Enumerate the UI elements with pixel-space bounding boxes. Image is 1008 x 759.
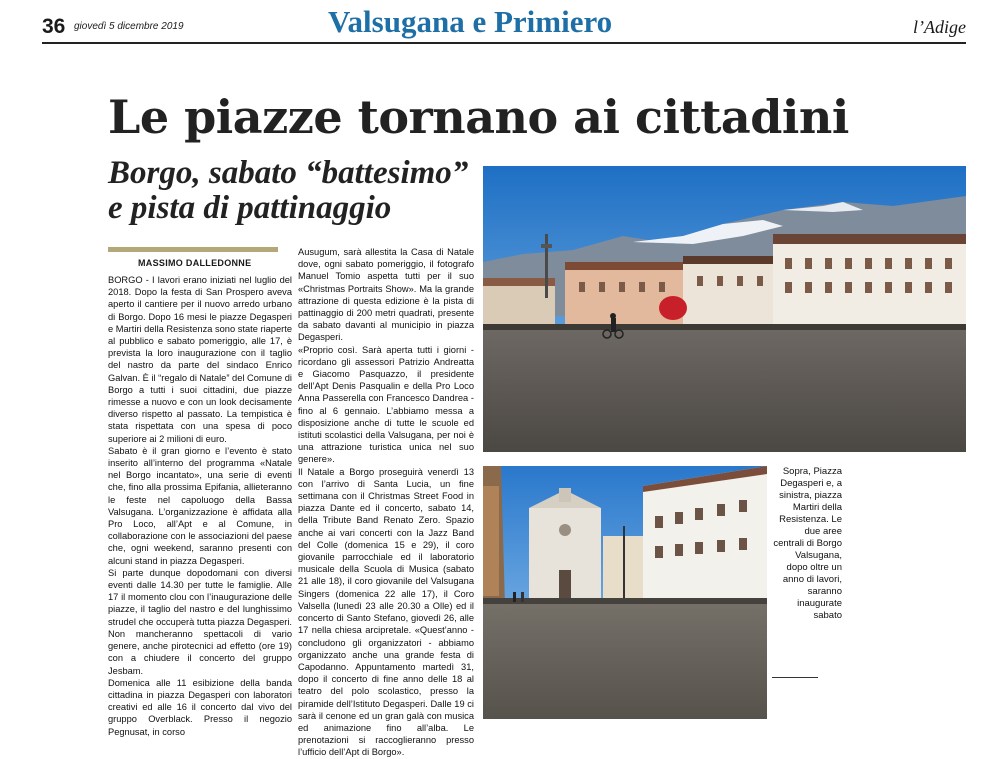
byline: MASSIMO DALLEDONNE	[138, 258, 252, 268]
paragraph: «Proprio così. Sarà aperta tutti i giorni - ricordano gli assessori Patrizio Andreatta e Giacomo Pasquazzo, il presidente dell’Apt Denis Pasqualin e della Pro Loco Anna Passerella con Francesco Dandrea - fino al 6 gennaio. L’abbiamo messa a disposizione anche di tutte le scuole ed istituti scolastici della Valsugana, per noi è una attrazione turistica unica nel suo genere».	[298, 344, 474, 465]
photo-piazza-martiri	[483, 466, 767, 719]
paragraph: BORGO - I lavori erano iniziati nel luglio del 2018. Dopo la festa di San Prospero aveva aperto il cantiere per il nuovo arredo urbano di Borgo. Dopo 16 mesi le piazze Degasperi e Martiri della Resistenza sono state riaperte al pubblico e sabato pomeriggio, alle 17, è prevista la loro inaugurazione con il taglio del nastro da parte del sindaco Enrico Galvan. È il “regalo di Natale” del Comune di Borgo a tutti i suoi cittadini, due piazze rimesse a nuovo e con un look decisamente diverso rispetto al passato. La tempistica è stata rispettata con una spesa di poco superiore ai 2 milioni di euro.	[108, 275, 292, 444]
caption-rule	[772, 677, 818, 678]
headline: Le piazze tornano ai cittadini	[108, 90, 849, 144]
section-title: Valsugana e Primiero	[328, 4, 613, 39]
article-column-1	[108, 274, 292, 738]
masthead-rule	[42, 42, 966, 44]
paragraph: Domenica alle 11 esibizione della banda cittadina in piazza Degasperi con laboratori creativi ed alle 16 il concerto dal vivo del gruppo Overblack. Presso il negozio Pegnusat, in corso	[108, 677, 292, 737]
paragraph: Il Natale a Borgo proseguirà venerdì 13 con l’arrivo di Santa Lucia, un fine settimana con il Christmas Street Food in piazza Dante ed il concerto, sabato 14, della Tribute Band Renato Zero. Spazio anche ai vari concerti con la Jazz Band del Colle (domenica 15 e 29), il coro giovanile parrocchiale ed il laboratorio musicale della Scuola di Musica (sabato 21 alle 18), il coro giovanile del Valsugana Singers (domenica 22 alle 17), il Coro Valsella (lunedì 23 alle 20.30 a Olle) ed il concerto di Santo Stefano, giovedì 26, alle 17 nella chiesa arcipretale. «Quest’anno - concludono gli organizzatori - abbiamo organizzato anche una grande festa di Capodanno. Appuntamento martedì 31, dopo il concerto di fine anno delle 18 al teatro del polo scolastico, presso la piramide dell’Istituto Degasperi. Dalle 19 ci sarà il cenone ed un gran galà con musica ed animazione fino all’alba. Le prenotazioni si raccoglieranno presso l’ufficio dell’Apt di Borgo».	[298, 466, 474, 758]
newspaper-logo: l’Adige	[913, 17, 966, 37]
masthead	[0, 0, 1008, 46]
paragraph: Si parte dunque dopodomani con diversi eventi dalle 14.30 per tutte le famiglie. Alle 17 il momento clou con l’inaugurazione delle piazze, il taglio del nastro e del lunghissimo strudel che occuperà tutta piazza Degasperi. Non mancheranno spettacoli di vario genere, anche pirotecnici ad effetto (ore 19) con a chiudere il concerto del gruppo Jesbam.	[108, 567, 292, 676]
paragraph: Ausugum, sarà allestita la Casa di Natale dove, ogni sabato pomeriggio, il fotografo Manuel Tomio aspetta tutti per il suo «Christmas Portraits Show». Ma la grande attrazione di questa edizione è la pista di pattinaggio di 200 metri quadrati, presente da sabato davanti al municipio in piazza Degasperi.	[298, 247, 474, 343]
article-column-2	[298, 246, 474, 759]
page-number: 36	[42, 15, 66, 38]
paragraph: Sabato è il gran giorno e l’evento è stato inserito all’interno del programma «Natale nel Borgo incantato», una serie di eventi che, fino alla prossima Epifania, allieteranno le feste nel capoluogo della Bassa Valsugana. L’organizzazione è affidata alla Pro Loco, all’Apt e al Comune, in collaborazione con le associazioni del paese che, ogni weekend, saranno presenti con alcuni stand in piazza Degasperi.	[108, 445, 292, 566]
subheadline	[108, 156, 488, 226]
photo-piazza-degasperi	[483, 166, 966, 452]
issue-date: giovedì 5 dicembre 2019	[74, 21, 184, 32]
photo-caption: Sopra, Piazza Degasperi e, a sinistra, piazza Martiri della Resistenza. Le due aree centrali di Borgo Valsugana, dopo oltre un anno di lavori, saranno inaugurate sabato	[773, 466, 842, 621]
byline-bar	[108, 247, 278, 252]
subheadline-line-2: e pista di pattinaggio	[108, 190, 392, 226]
subheadline-line-1: Borgo, sabato “battesimo”	[108, 155, 469, 191]
